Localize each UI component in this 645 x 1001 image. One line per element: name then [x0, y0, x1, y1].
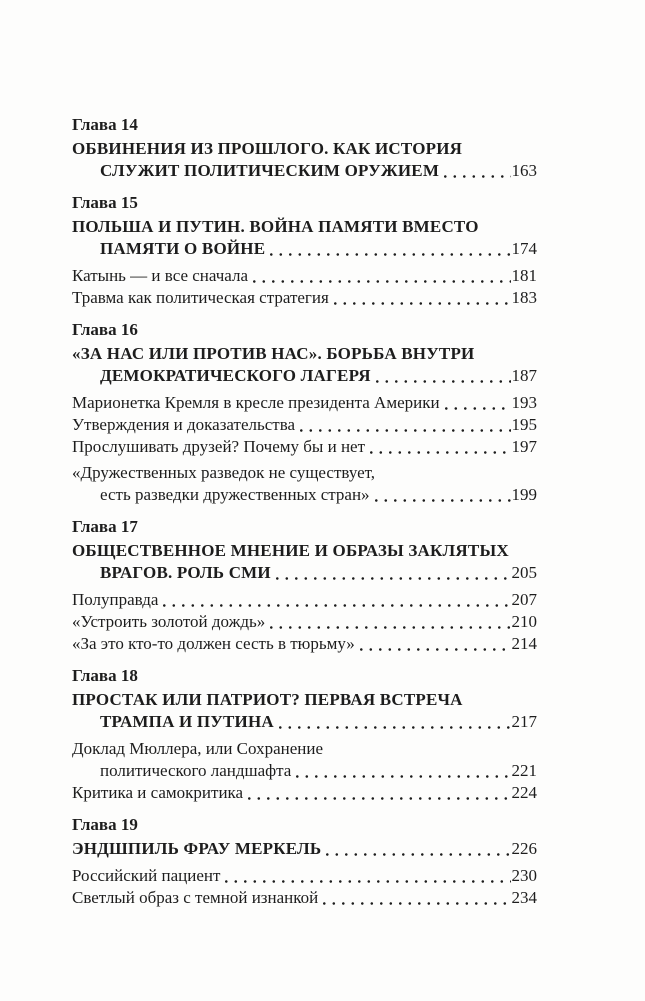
page-number: 174	[511, 239, 537, 258]
toc-chapter	[72, 114, 537, 182]
entry-text: Критика и самокритика	[72, 783, 244, 802]
chapter-title	[72, 540, 537, 584]
dot-leader	[443, 392, 511, 414]
toc-entry	[72, 738, 537, 782]
dot-leader	[374, 365, 511, 387]
page-number: 183	[511, 288, 537, 307]
dot-leader	[368, 436, 510, 458]
chapter-title	[72, 216, 537, 260]
entry-line	[72, 865, 537, 887]
entry-text: «Устроить золотой дождь»	[72, 612, 266, 631]
entry-line	[72, 414, 537, 436]
entry-line	[72, 484, 537, 506]
dot-leader	[321, 887, 510, 909]
entry-line	[72, 611, 537, 633]
chapter-title-line	[72, 238, 537, 260]
toc-entry	[72, 287, 537, 309]
chapter-label: Глава 19	[72, 815, 138, 834]
toc-chapter	[72, 814, 537, 909]
chapter-title-line	[72, 838, 537, 860]
entry-text: Светлый образ с темной изнанкой	[72, 888, 319, 907]
toc-entry	[72, 887, 537, 909]
toc-entry	[72, 436, 537, 458]
toc-chapter	[72, 192, 537, 309]
chapter-label: Глава 15	[72, 193, 138, 212]
page-number: 221	[511, 761, 537, 780]
chapter-title-line	[72, 343, 537, 365]
toc-entry	[72, 462, 537, 506]
chapter-title-text: «ЗА НАС ИЛИ ПРОТИВ НАС». БОРЬБА ВНУТРИ	[72, 344, 475, 363]
page-number: 195	[511, 415, 537, 434]
dot-leader	[324, 838, 510, 860]
toc-entry	[72, 392, 537, 414]
chapter-title-text: СЛУЖИТ ПОЛИТИЧЕСКИМ ОРУЖИЕМ	[100, 161, 440, 180]
dot-leader	[268, 611, 510, 633]
chapter-title-text: ДЕМОКРАТИЧЕСКОГО ЛАГЕРЯ	[100, 366, 371, 385]
entry-text: «Дружественных разведок не существует,	[72, 463, 376, 482]
page-number: 234	[511, 888, 537, 907]
chapter-title-line	[72, 689, 537, 711]
dot-leader	[294, 760, 510, 782]
chapter-title-line	[72, 540, 537, 562]
chapter-label: Глава 14	[72, 115, 138, 134]
chapter-label: Глава 16	[72, 320, 138, 339]
page-number: 217	[511, 712, 537, 731]
page-number: 207	[511, 590, 537, 609]
dot-leader	[298, 414, 510, 436]
toc-entry	[72, 633, 537, 655]
toc-entry	[72, 782, 537, 804]
entry-line	[72, 760, 537, 782]
entry-text: Утверждения и доказательства	[72, 415, 296, 434]
chapter-title-text: ПОЛЬША И ПУТИН. ВОЙНА ПАМЯТИ ВМЕСТО	[72, 217, 479, 236]
chapter-title-line	[72, 711, 537, 733]
page-number: 187	[511, 366, 537, 385]
page-number: 210	[511, 612, 537, 631]
toc-entry	[72, 865, 537, 887]
page-number: 224	[511, 783, 537, 802]
chapter-title-text: ЭНДШПИЛЬ ФРАУ МЕРКЕЛЬ	[72, 839, 322, 858]
chapter-entries	[72, 738, 537, 804]
chapter-entries	[72, 865, 537, 909]
entry-text: Травма как политическая стратегия	[72, 288, 329, 307]
entry-text: Марионетка Кремля в кресле президента Америки	[72, 393, 440, 412]
toc-entry	[72, 589, 537, 611]
dot-leader	[358, 633, 511, 655]
entry-text: Полуправда	[72, 590, 159, 609]
toc-entry	[72, 414, 537, 436]
chapter-title-text: ОБВИНЕНИЯ ИЗ ПРОШЛОГО. КАК ИСТОРИЯ	[72, 139, 463, 158]
entry-line	[72, 462, 537, 484]
dot-leader	[442, 160, 510, 182]
chapter-title	[72, 343, 537, 387]
entry-text: Российский пациент	[72, 866, 221, 885]
toc-entry	[72, 611, 537, 633]
page-number: 163	[511, 161, 537, 180]
dot-leader	[223, 865, 510, 887]
page-number: 193	[511, 393, 537, 412]
chapter-title-line	[72, 365, 537, 387]
entry-line	[72, 782, 537, 804]
page-number: 205	[511, 563, 537, 582]
chapter-entries	[72, 392, 537, 506]
chapter-title-text: ВРАГОВ. РОЛЬ СМИ	[100, 563, 271, 582]
chapter-title	[72, 138, 537, 182]
entry-line	[72, 738, 537, 760]
entry-line	[72, 287, 537, 309]
chapter-title-text: ТРАМПА И ПУТИНА	[100, 712, 274, 731]
entry-text: «За это кто-то должен сесть в тюрьму»	[72, 634, 355, 653]
entry-text: Катынь — и все сначала	[72, 266, 249, 285]
entry-line	[72, 589, 537, 611]
dot-leader	[161, 589, 510, 611]
chapter-title-text: ОБЩЕСТВЕННОЕ МНЕНИЕ И ОБРАЗЫ ЗАКЛЯТЫХ	[72, 541, 509, 560]
toc	[72, 114, 537, 909]
dot-leader	[246, 782, 510, 804]
entry-line	[72, 392, 537, 414]
chapter-title-line	[72, 562, 537, 584]
dot-leader	[277, 711, 511, 733]
dot-leader	[332, 287, 511, 309]
chapter-title-text: ПАМЯТИ О ВОЙНЕ	[100, 239, 266, 258]
entry-line	[72, 887, 537, 909]
chapter-title	[72, 689, 537, 733]
page-number: 181	[511, 266, 537, 285]
entry-line	[72, 436, 537, 458]
entry-text: политического ландшафта	[100, 761, 292, 780]
chapter-label: Глава 17	[72, 517, 138, 536]
dot-leader	[251, 265, 510, 287]
chapter-label: Глава 18	[72, 666, 138, 685]
dot-leader	[274, 562, 511, 584]
page-number: 197	[511, 437, 537, 456]
page-number: 226	[511, 839, 537, 858]
chapter-title-text: ПРОСТАК ИЛИ ПАТРИОТ? ПЕРВАЯ ВСТРЕЧА	[72, 690, 463, 709]
dot-leader	[373, 484, 511, 506]
dot-leader	[268, 238, 510, 260]
page-number: 230	[511, 866, 537, 885]
toc-chapter	[72, 516, 537, 655]
toc-chapter	[72, 665, 537, 804]
chapter-entries	[72, 265, 537, 309]
entry-text: Доклад Мюллера, или Сохранение	[72, 739, 324, 758]
chapter-title-line	[72, 138, 537, 160]
entry-line	[72, 633, 537, 655]
entry-text: Прослушивать друзей? Почему бы и нет	[72, 437, 366, 456]
chapter-title-line	[72, 216, 537, 238]
toc-entry	[72, 265, 537, 287]
toc-chapter	[72, 319, 537, 506]
entry-text: есть разведки дружественных стран»	[100, 485, 370, 504]
chapter-entries	[72, 589, 537, 655]
page-number: 214	[511, 634, 537, 653]
entry-line	[72, 265, 537, 287]
chapter-title	[72, 838, 537, 860]
chapter-title-line	[72, 160, 537, 182]
page-number: 199	[511, 485, 537, 504]
